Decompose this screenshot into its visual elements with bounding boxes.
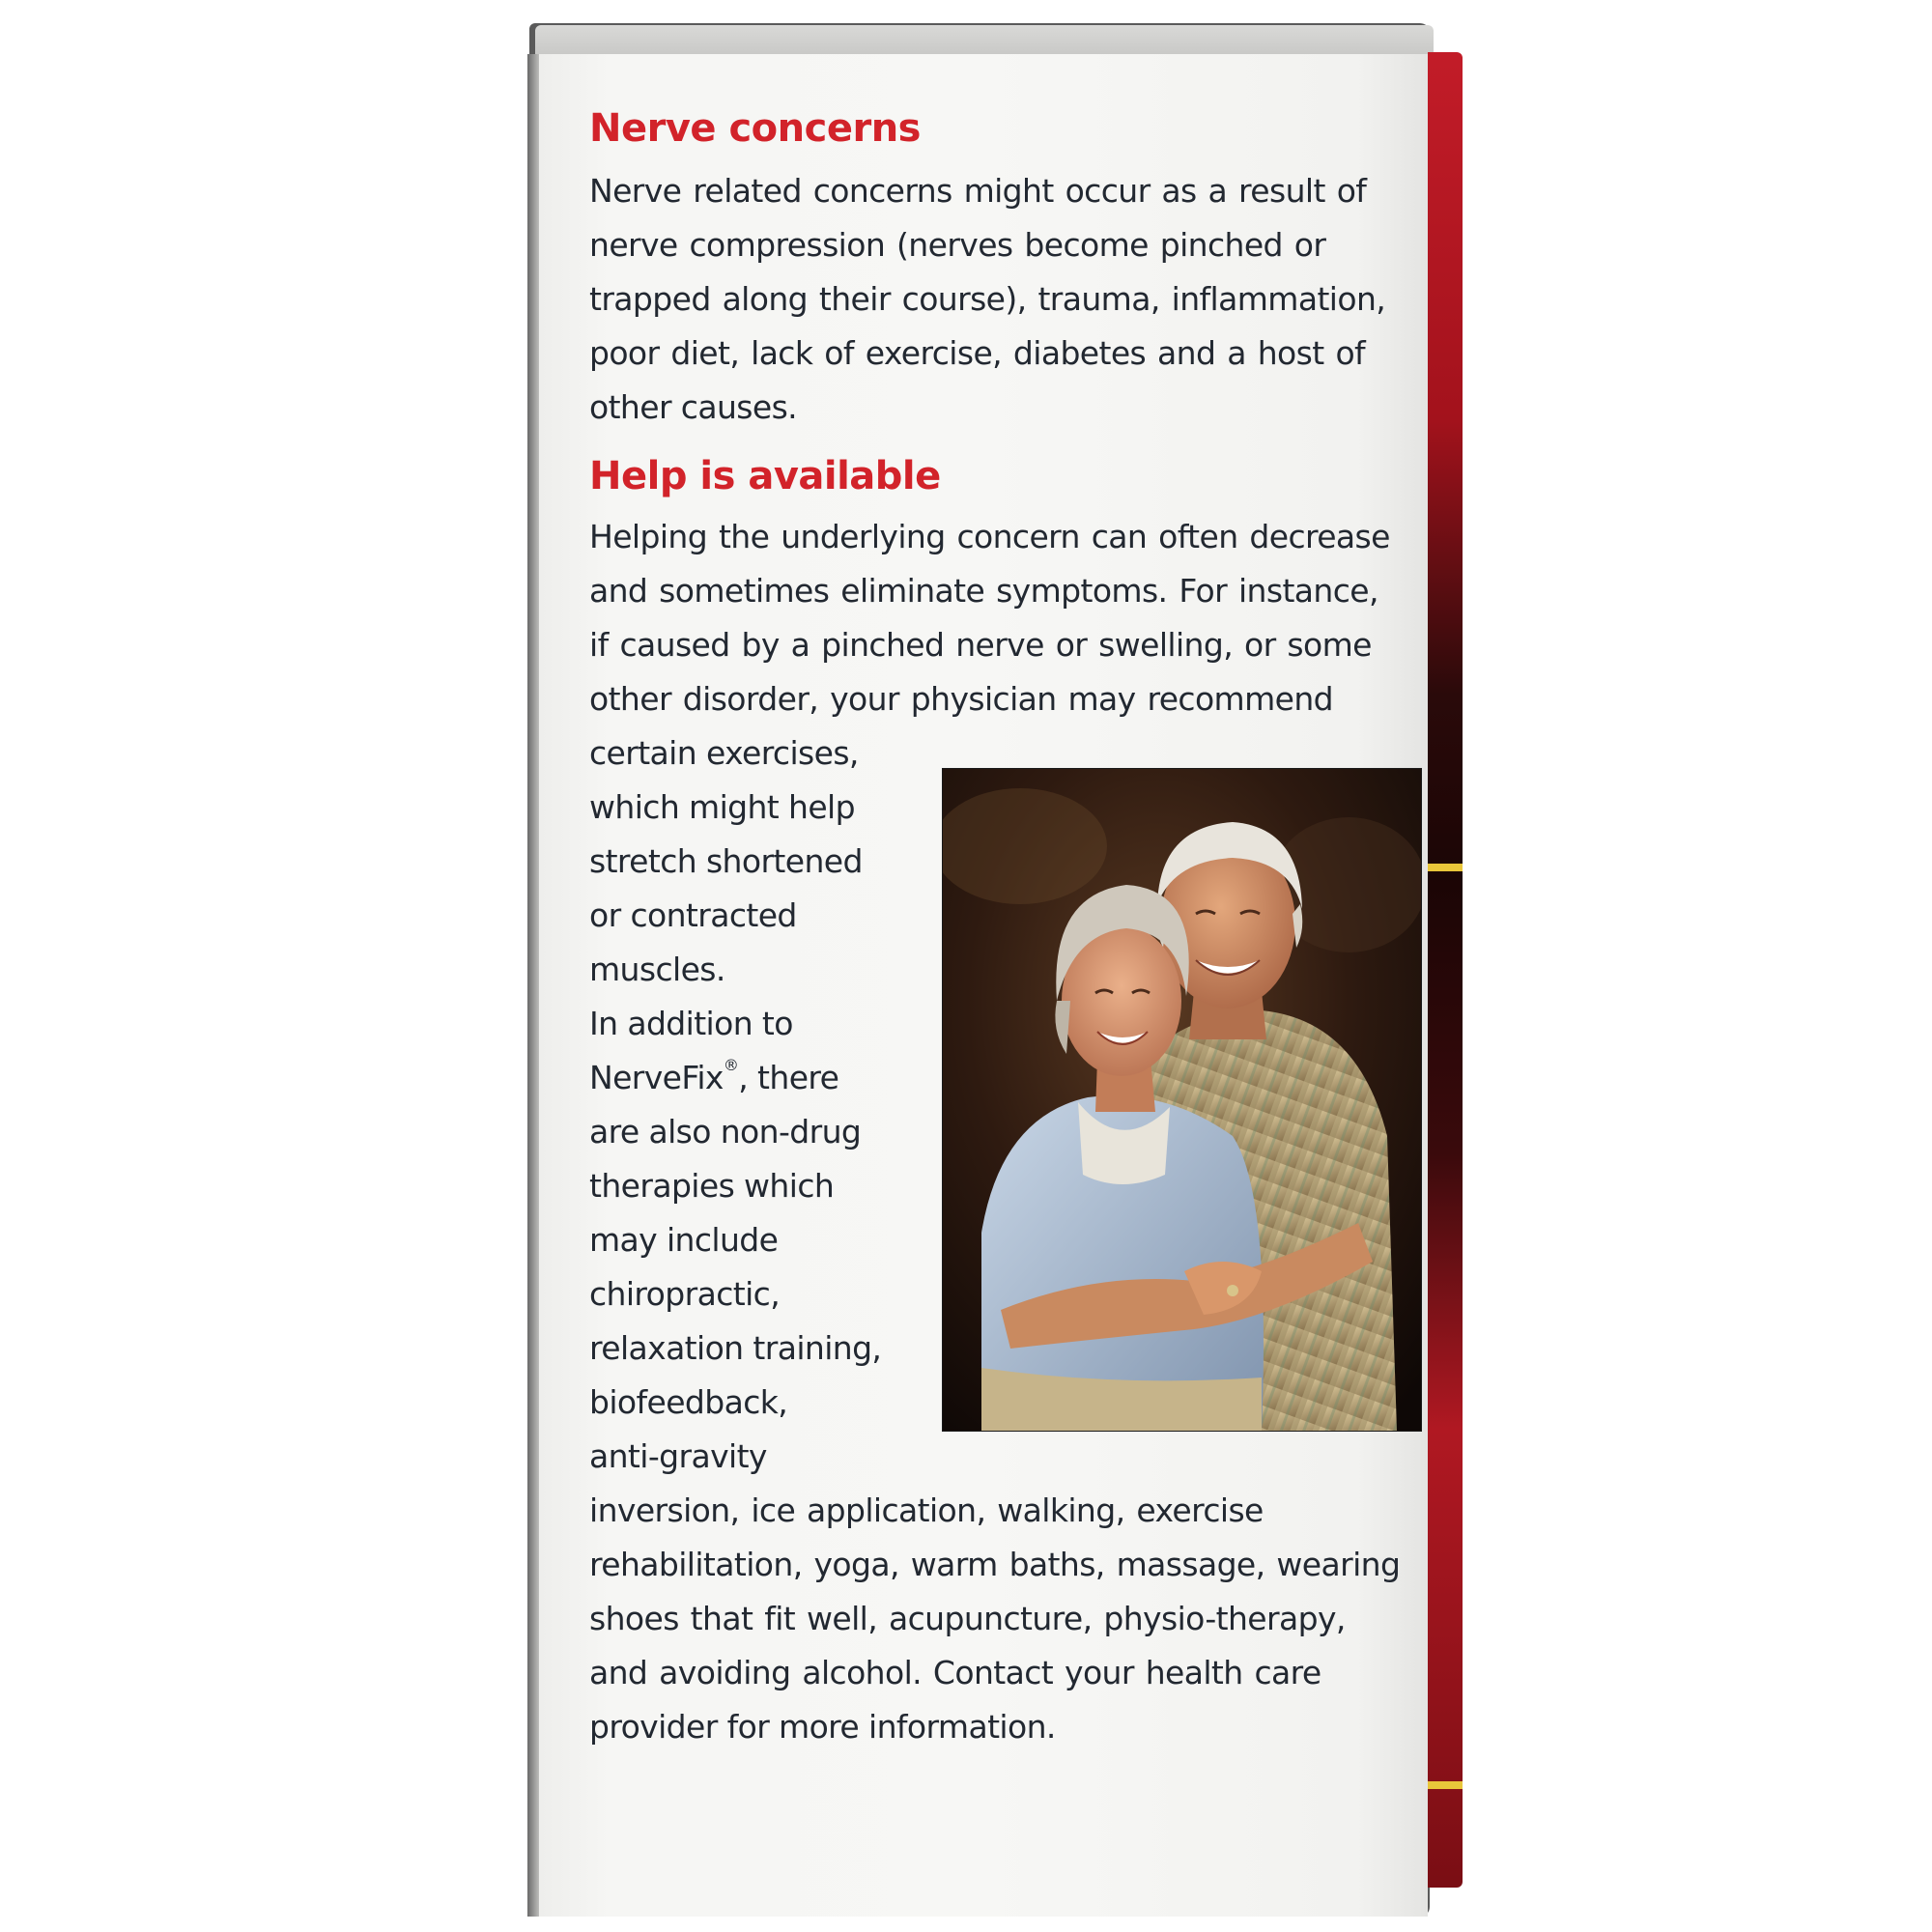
paragraph-nerve-line-2: nerve compression (nerves become pinched or (589, 226, 1326, 264)
paragraph-nerve-line-5: other causes. (589, 388, 798, 426)
photo-illustration (943, 769, 1421, 1431)
paragraph-after-line-4: and avoiding alcohol. Contact your health care (589, 1654, 1321, 1691)
narrow-line: certain exercises, (589, 734, 859, 772)
senior-couple-photo (942, 768, 1422, 1432)
narrow-line: relaxation training, (589, 1329, 882, 1367)
narrow-line: biofeedback, (589, 1383, 788, 1421)
paragraph-help-line-3: if caused by a pinched nerve or swelling, or some (589, 626, 1372, 664)
heading-help-available: Help is available (589, 454, 941, 498)
panel-edge (527, 54, 539, 1917)
narrow-line-tail: , there (738, 1059, 839, 1096)
narrow-line: which might help (589, 788, 855, 826)
paragraph-help-line-4: other disorder, your physician may recommend (589, 680, 1333, 718)
yellow-stripe (1428, 864, 1463, 871)
paragraph-after-line-3: shoes that fit well, acupuncture, physio-therapy, (589, 1600, 1346, 1637)
paragraph-nerve-line-1: Nerve related concerns might occur as a result of (589, 172, 1367, 210)
narrow-line: may include (589, 1221, 779, 1259)
heading-nerve-concerns: Nerve concerns (589, 106, 921, 151)
registered-mark: ® (723, 1056, 739, 1074)
paragraph-after-line-5: provider for more information. (589, 1708, 1056, 1746)
paragraph-help-line-2: and sometimes eliminate symptoms. For instance, (589, 572, 1378, 610)
paragraph-after-line-1: inversion, ice application, walking, exercise (589, 1492, 1264, 1529)
narrow-line-brand (589, 1051, 838, 1105)
narrow-line: are also non-drug (589, 1113, 862, 1151)
paragraph-nerve-line-4: poor diet, lack of exercise, diabetes and a host of (589, 334, 1366, 372)
box-side-strip (1428, 52, 1463, 1888)
narrow-line: or contracted (589, 896, 797, 934)
paragraph-after-line-2: rehabilitation, yoga, warm baths, massage, wearing (589, 1546, 1401, 1583)
narrow-line: muscles. (589, 951, 725, 988)
paragraph-nerve-line-3: trapped along their course), trauma, inflammation, (589, 280, 1386, 318)
narrow-line: therapies which (589, 1167, 835, 1205)
brand-name: NerveFix (589, 1059, 724, 1096)
narrow-line: chiropractic, (589, 1275, 781, 1313)
yellow-stripe (1428, 1781, 1463, 1789)
narrow-line: In addition to (589, 1005, 793, 1042)
narrow-line: stretch shortened (589, 842, 863, 880)
paragraph-help-line-1: Helping the underlying concern can often decrease (589, 518, 1390, 555)
narrow-line: anti-gravity (589, 1437, 767, 1475)
